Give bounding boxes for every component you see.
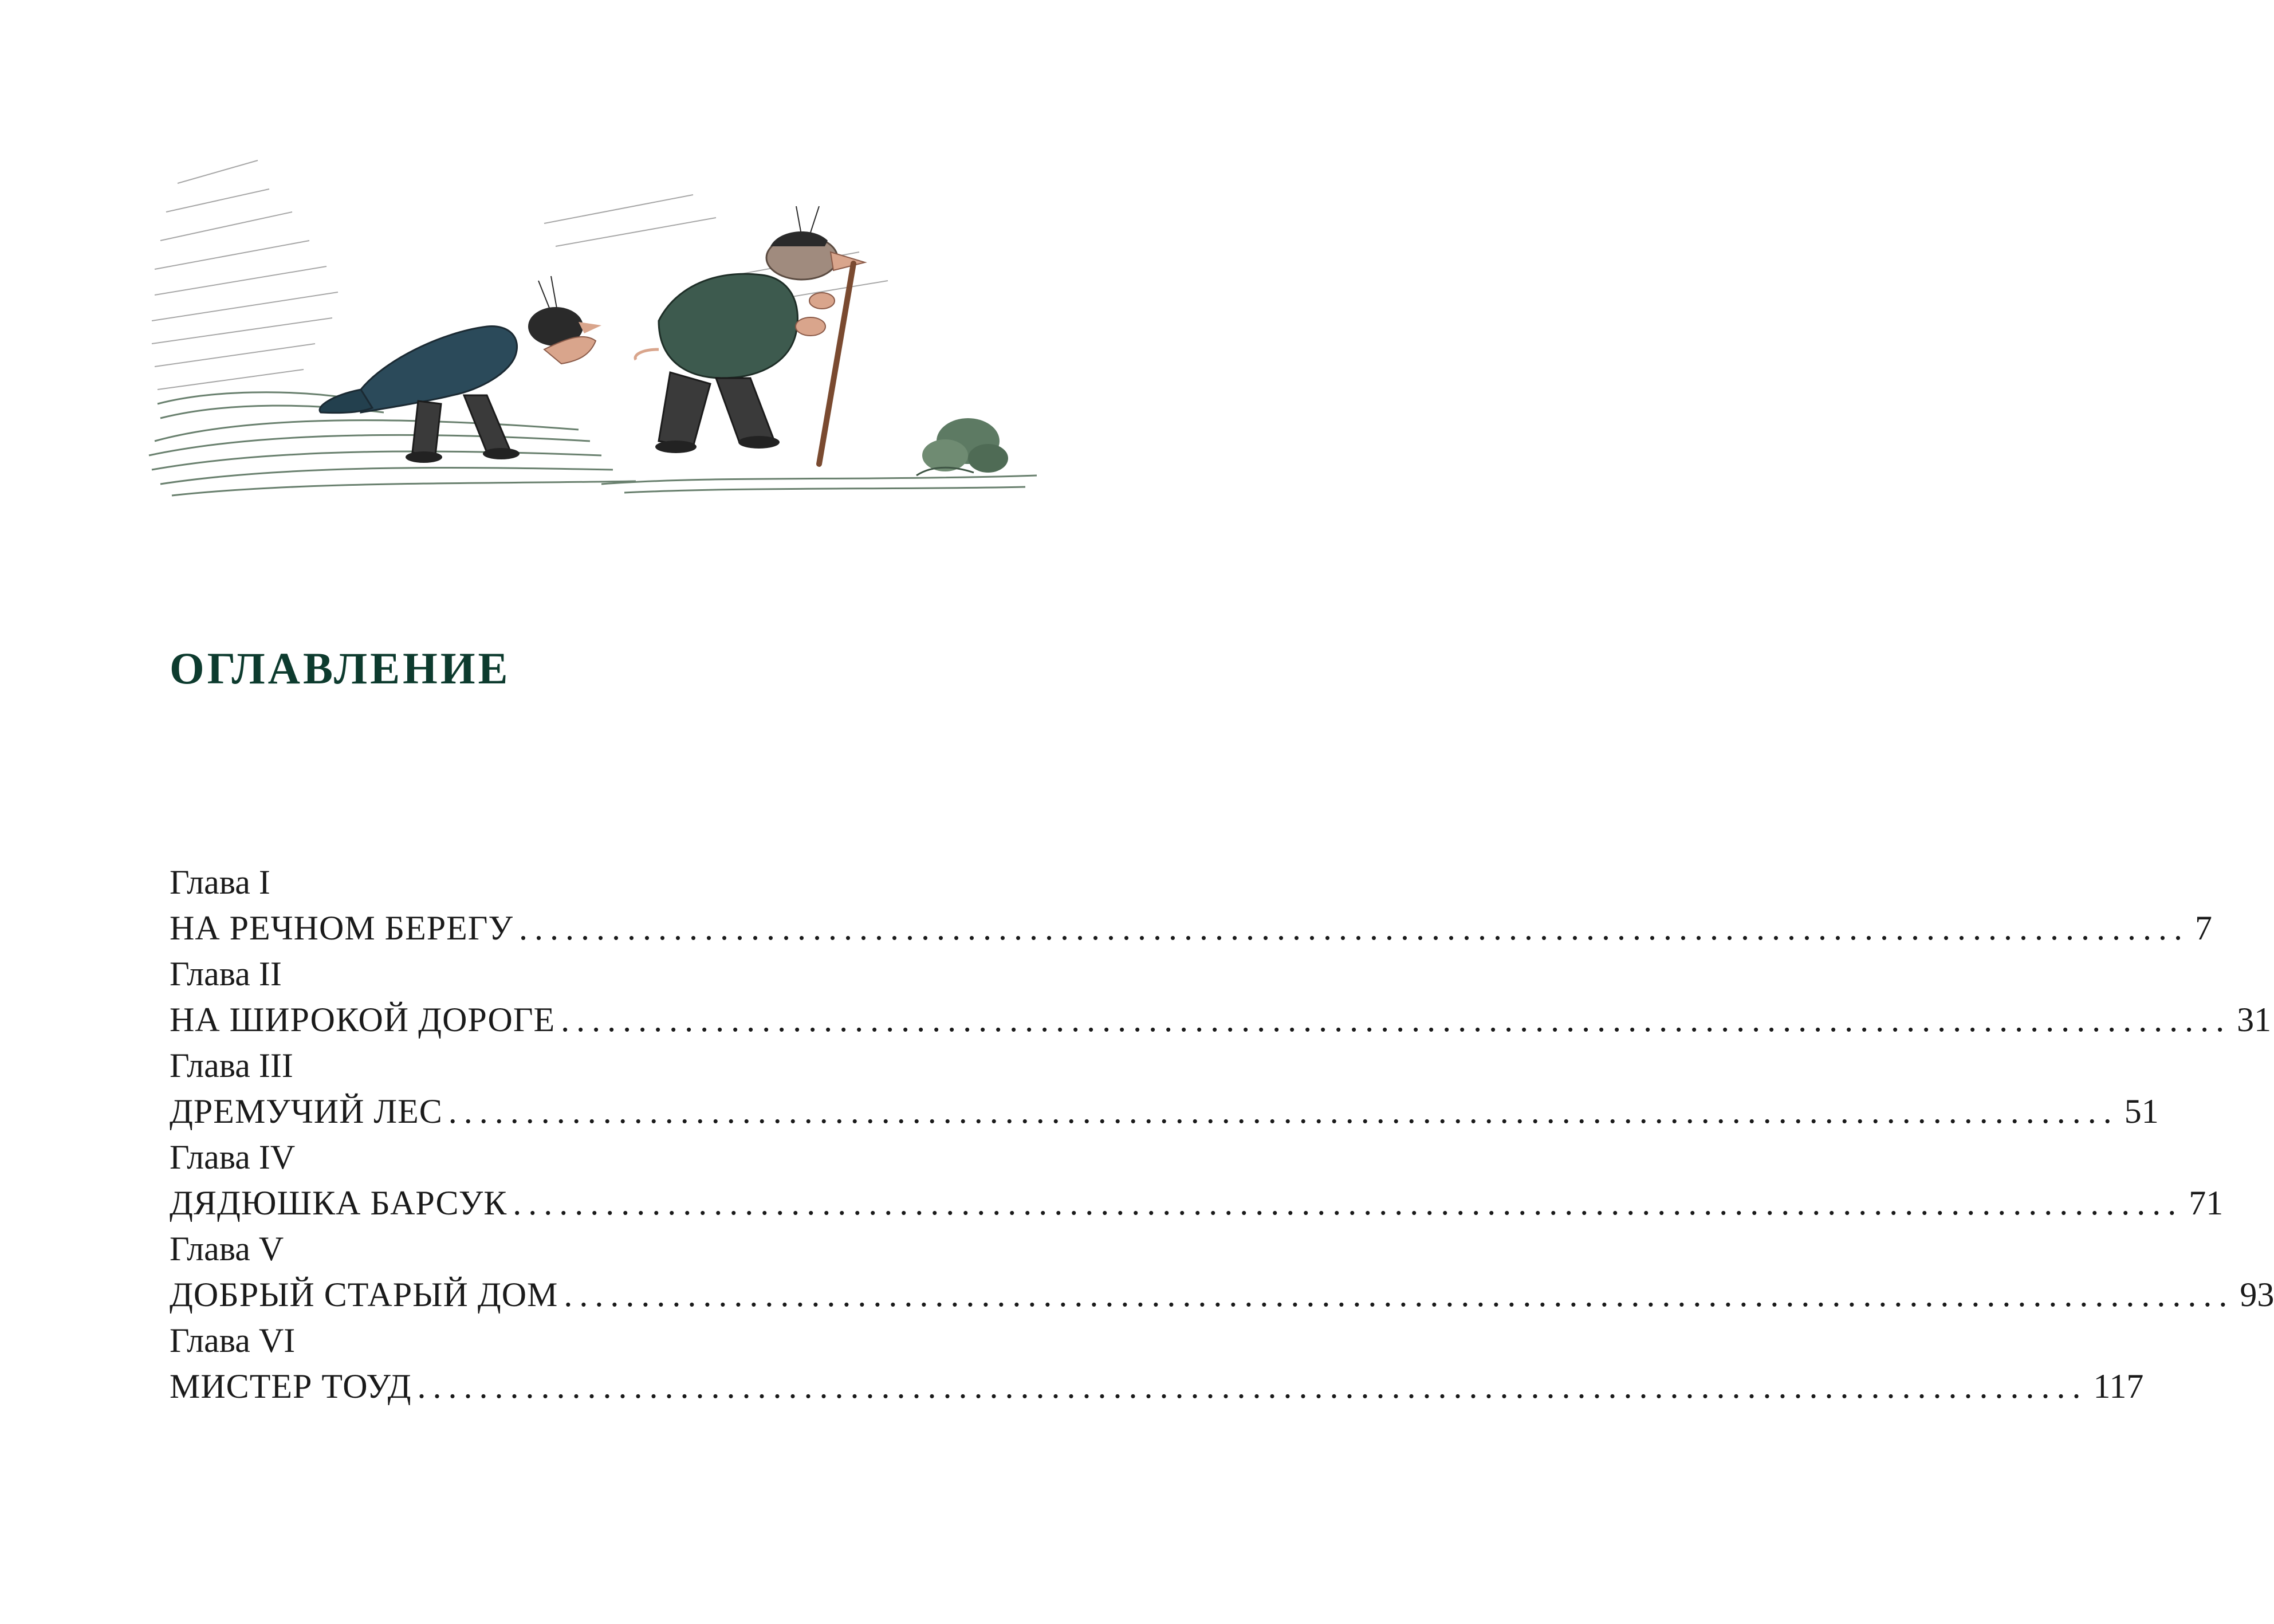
dot-leader: ............................................................................................................ — [417, 1367, 2088, 1405]
dot-leader: ............................................................................................................ — [518, 909, 2189, 947]
chapter-title: ДЯДЮШКА БАРСУК — [170, 1184, 507, 1222]
ground-grass — [149, 392, 1037, 496]
chapter-title: ДОБРЫЙ СТАРЫЙ ДОМ — [170, 1276, 558, 1314]
chapter-title: МИСТЕР ТОУД — [170, 1367, 412, 1405]
chapter-label: Глава III — [170, 1047, 293, 1084]
chapter-label: Глава VI — [170, 1322, 296, 1359]
dot-leader: ............................................................................................................ — [448, 1092, 2119, 1130]
rat-figure — [635, 206, 865, 453]
mole-and-rat-illustration — [143, 143, 1054, 533]
page-number: 93 — [2240, 1276, 2274, 1314]
toc-entry[interactable] — [170, 1272, 2274, 1318]
chapter-label: Глава IV — [170, 1138, 296, 1176]
page-title: ОГЛАВЛЕНИЕ — [170, 643, 511, 693]
page-number: 51 — [2124, 1092, 2159, 1130]
toc-entry[interactable] — [170, 1363, 2144, 1409]
page-number: 31 — [2237, 1001, 2272, 1039]
page-number: 71 — [2189, 1184, 2224, 1222]
table-of-contents — [170, 859, 2274, 1409]
toc-entry[interactable] — [170, 1180, 2224, 1226]
dot-leader: ............................................................................................................ — [564, 1276, 2234, 1314]
page-number: 117 — [2093, 1367, 2144, 1405]
toc-entry[interactable] — [170, 997, 2272, 1043]
chapter-title: НА РЕЧНОМ БЕРЕГУ — [170, 909, 513, 947]
toc-entry[interactable] — [170, 1088, 2159, 1134]
chapter-title: НА ШИРОКОЙ ДОРОГЕ — [170, 1001, 556, 1039]
dot-leader: ............................................................................................................ — [513, 1184, 2183, 1222]
chapter-label: Глава V — [170, 1230, 284, 1268]
chapter-title: ДРЕМУЧИЙ ЛЕС — [170, 1092, 443, 1130]
page-number: 7 — [2194, 909, 2212, 947]
bush-icon — [916, 418, 1008, 475]
chapter-label: Глава II — [170, 955, 282, 993]
dot-leader: ............................................................................................................ — [561, 1001, 2232, 1039]
toc-entry[interactable] — [170, 905, 2212, 951]
chapter-label: Глава I — [170, 863, 270, 901]
